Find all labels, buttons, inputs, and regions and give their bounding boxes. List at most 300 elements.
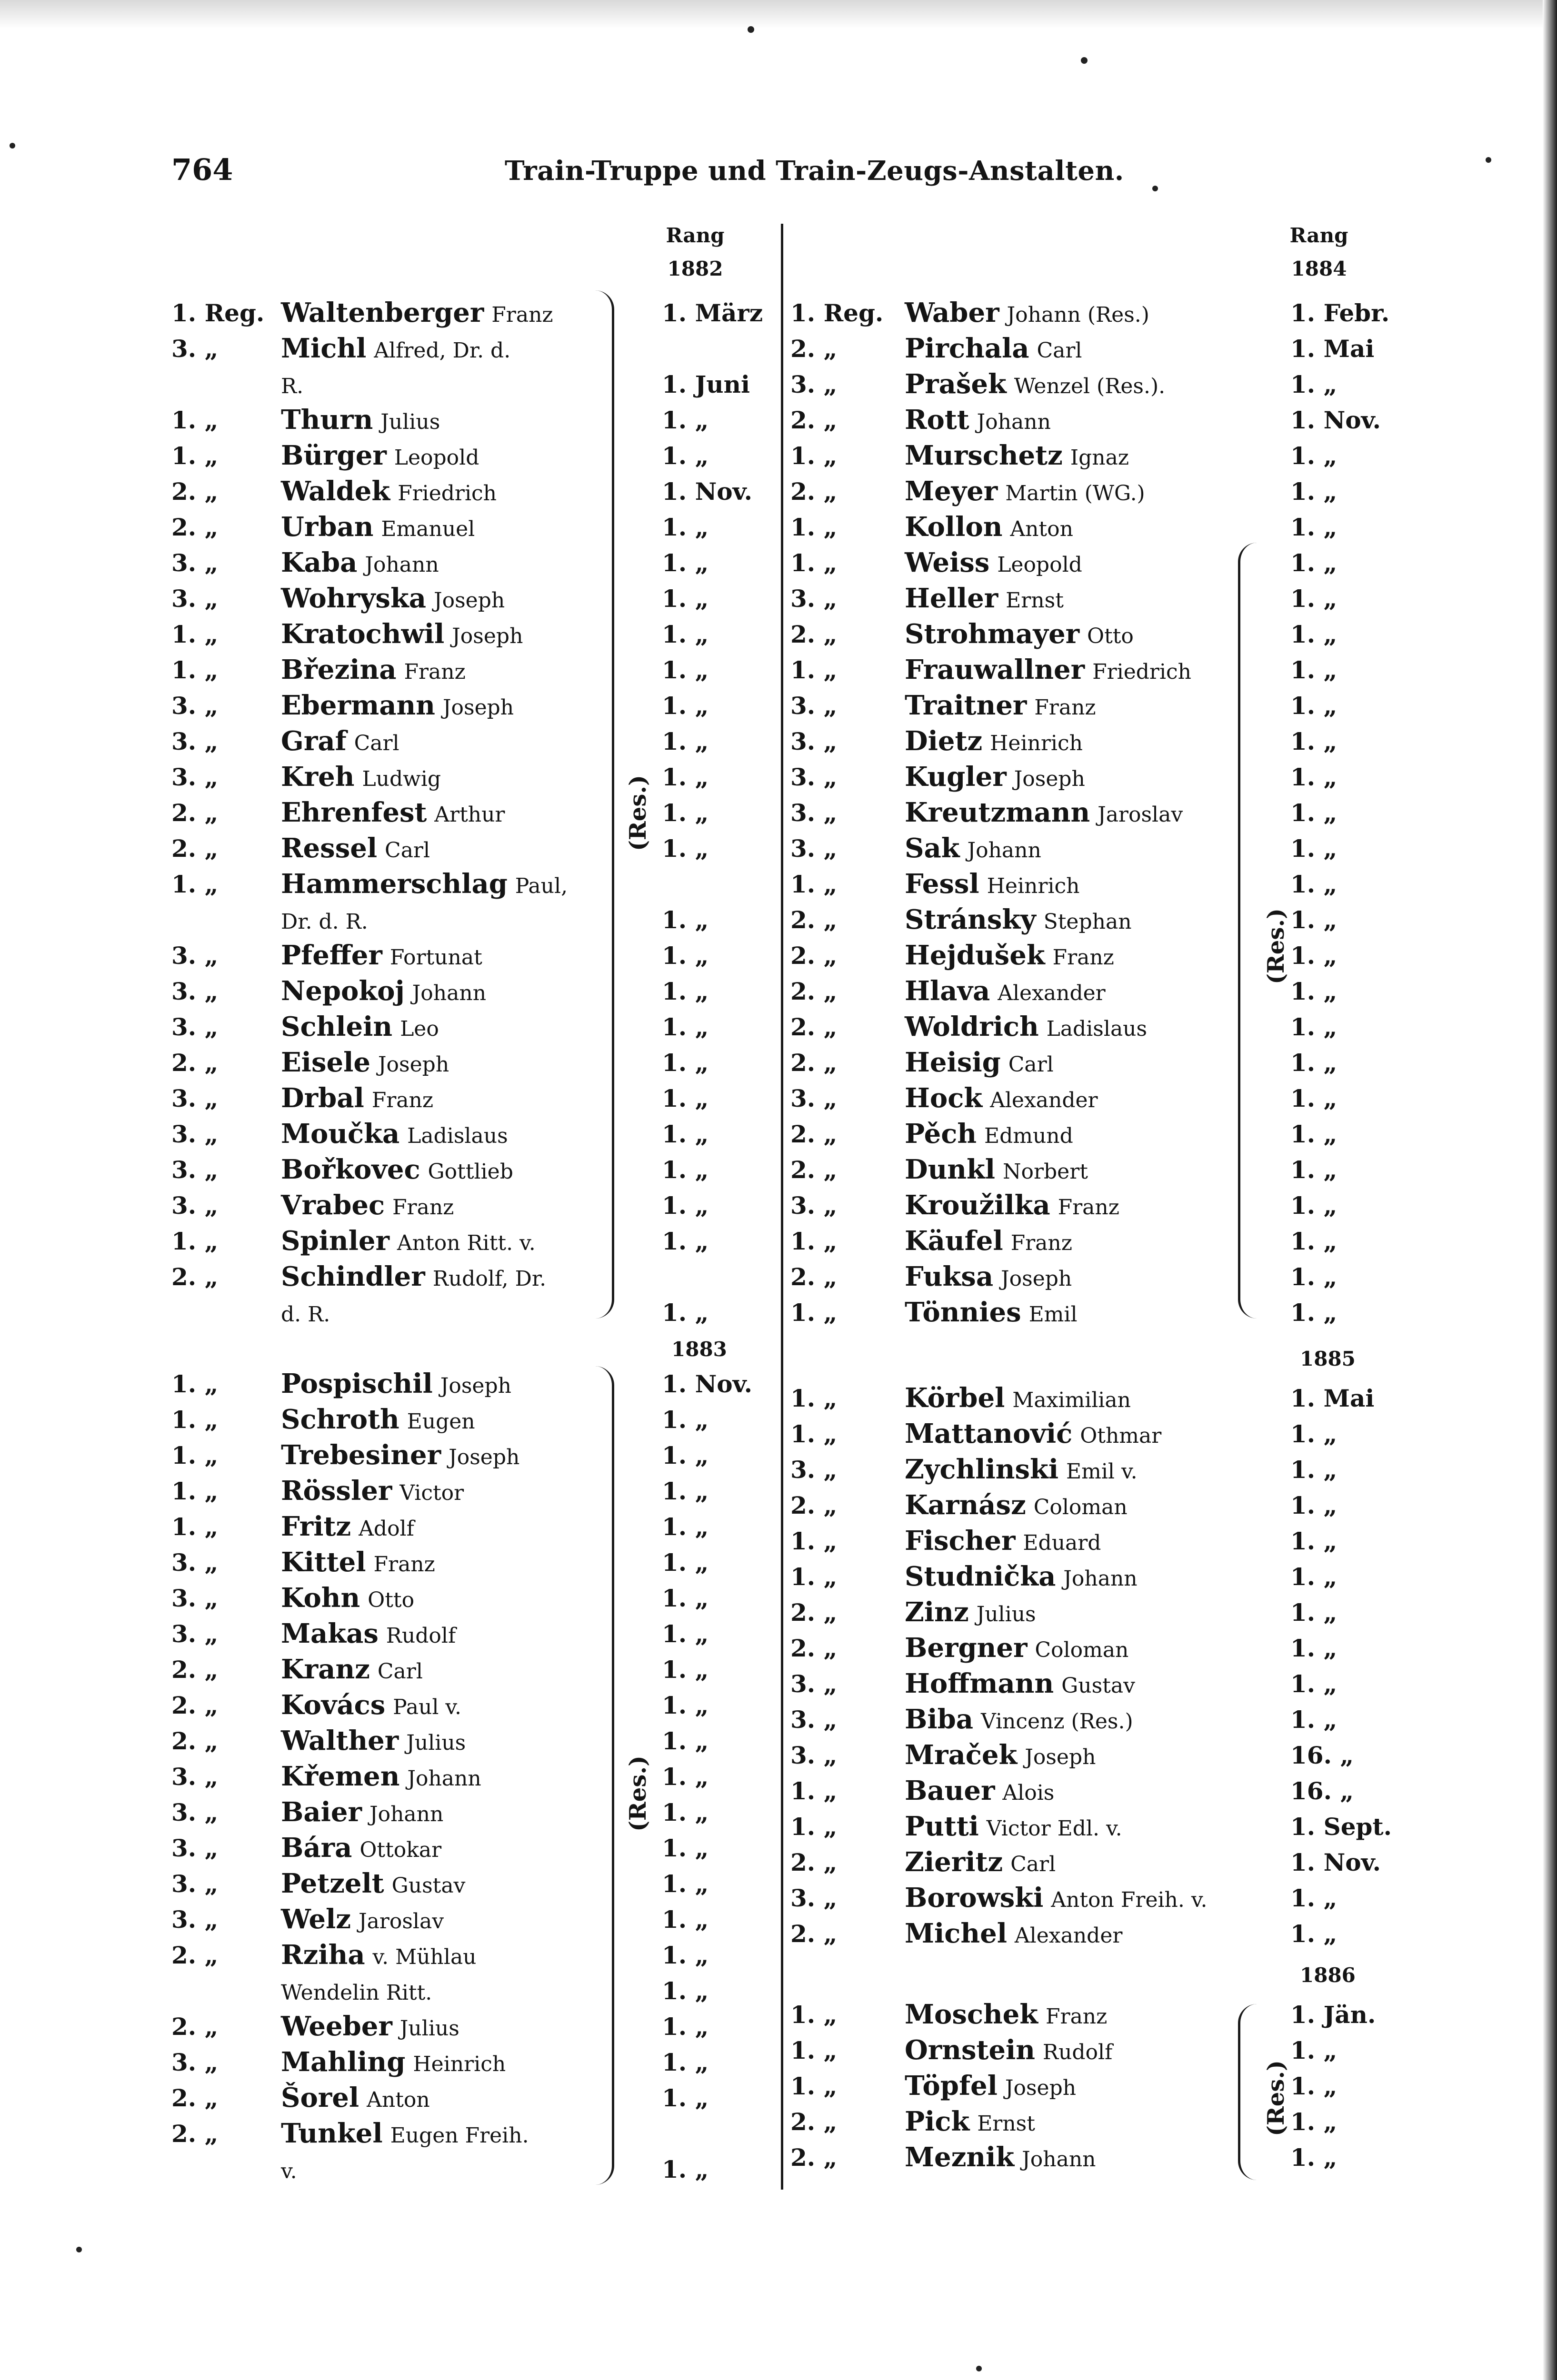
rank-date: 1. Sept. — [1290, 1813, 1392, 1841]
rank-number: 3. „ — [790, 1191, 838, 1220]
rank-date: 1. „ — [662, 1977, 709, 2005]
rank-date: 1. „ — [662, 1013, 709, 1041]
officer-name — [905, 1152, 1088, 1190]
given-name: v. Mühlau — [372, 1945, 477, 1969]
given-name: Paul v. — [393, 1695, 462, 1719]
rank-number: 3. „ — [790, 1084, 838, 1112]
rang-label: Rang — [666, 224, 725, 247]
rank-number: 3. „ — [790, 692, 838, 720]
given-name: Franz — [371, 1088, 434, 1112]
roster-row — [790, 1452, 1400, 1488]
rank-date: 1. „ — [662, 1727, 709, 1755]
rank-number: 2. „ — [790, 906, 838, 934]
given-name: Franz — [1058, 1195, 1119, 1220]
given-name: Johann — [1063, 1567, 1138, 1591]
roster-block — [790, 1997, 1400, 2175]
roster-row — [171, 509, 776, 545]
rank-date: 1. „ — [662, 1406, 709, 1434]
given-name: Paul, — [515, 874, 568, 898]
rank-number: 2. „ — [790, 977, 838, 1005]
rank-number: 2. „ — [171, 1656, 219, 1684]
officer-name — [905, 1188, 1119, 1225]
officer-name — [281, 652, 466, 690]
rank-date: 1. „ — [1290, 1156, 1337, 1184]
given-name: Carl — [354, 731, 399, 755]
given-name: Victor Edl. v. — [986, 1816, 1122, 1841]
given-name: Joseph — [433, 588, 505, 613]
roster-row — [171, 938, 776, 973]
given-name: Franz — [1052, 945, 1114, 970]
officer-name — [905, 831, 1041, 868]
surname: Kaba — [281, 547, 358, 578]
scan-edge-right — [1543, 0, 1557, 2380]
rank-number: 3. „ — [171, 585, 219, 613]
officer-name — [281, 1045, 449, 1082]
roster-row — [171, 1866, 776, 1902]
given-name: Johann (Res.) — [1007, 303, 1149, 327]
rank-number: 2. „ — [171, 477, 219, 506]
given-name: Gustav — [391, 1874, 466, 1898]
rank-number: 2. „ — [171, 799, 219, 827]
officer-name — [281, 509, 475, 547]
rank-number: 1. „ — [790, 1227, 838, 1255]
rank-number: 1. „ — [171, 442, 219, 470]
rank-number: 3. „ — [790, 727, 838, 755]
roster-row — [790, 1152, 1400, 1188]
officer-name — [905, 1559, 1138, 1597]
given-name: Fortunat — [389, 945, 482, 970]
reserve-brace — [593, 290, 614, 1319]
rank-date: 1. „ — [1290, 1299, 1337, 1327]
given-name: Alexander — [1014, 1924, 1123, 1948]
rang-year: 1884 — [1291, 257, 1347, 280]
officer-name — [905, 1295, 1078, 1332]
rank-date: 16. „ — [1290, 1741, 1354, 1769]
given-name: R. — [281, 374, 304, 398]
roster-row — [790, 1595, 1400, 1630]
rank-date: 1. Mai — [1290, 1384, 1375, 1412]
officer-name — [905, 438, 1129, 476]
rank-date: 1. „ — [662, 1798, 709, 1826]
surname: Urban — [281, 511, 374, 543]
rank-number: 3. „ — [790, 1670, 838, 1698]
officer-name — [281, 1188, 454, 1225]
officer-name — [281, 1866, 465, 1904]
running-head: Train-Truppe und Train-Zeugs-Anstalten. — [505, 155, 1124, 187]
roster-row — [171, 1081, 776, 1116]
rank-date: 1. „ — [1290, 2072, 1337, 2100]
roster-row — [171, 581, 776, 616]
surname: Ornstein — [905, 2034, 1036, 2066]
rank-date: 1. „ — [662, 906, 709, 934]
given-name: Rudolf, Dr. — [432, 1267, 547, 1291]
officer-name — [281, 1259, 546, 1297]
given-name: Joseph — [449, 1445, 520, 1469]
rank-date: 1. „ — [1290, 1670, 1337, 1698]
surname: Baier — [281, 1796, 362, 1828]
rank-date: 1. „ — [1290, 1227, 1337, 1255]
officer-name — [905, 1452, 1138, 1489]
roster-row — [171, 1295, 776, 1330]
given-name: Johann — [977, 410, 1051, 434]
surname: Hlava — [905, 975, 990, 1007]
given-name: Otto — [1087, 624, 1134, 648]
officer-name — [905, 474, 1145, 511]
roster-row — [171, 1723, 776, 1759]
rank-number: 2. „ — [790, 1848, 838, 1876]
surname: Kohn — [281, 1582, 360, 1614]
ink-speck — [1081, 57, 1088, 64]
surname: Bořkovec — [281, 1154, 420, 1185]
given-name: Ludwig — [362, 767, 441, 791]
rank-date: 1. „ — [1290, 1263, 1337, 1291]
roster-row — [171, 1045, 776, 1081]
rank-number: 1. „ — [171, 620, 219, 648]
rank-date: 1. „ — [1290, 1191, 1337, 1220]
roster-row — [790, 1523, 1400, 1559]
roster-row — [171, 688, 776, 724]
officer-name — [905, 759, 1085, 797]
surname: Kreutzmann — [905, 797, 1090, 828]
given-name: Franz — [392, 1195, 454, 1220]
surname: Kreh — [281, 761, 355, 793]
rank-date: 1. „ — [662, 2013, 709, 2041]
officer-name — [905, 1630, 1128, 1668]
rank-number: 1. „ — [790, 1384, 838, 1412]
rank-number: 1. „ — [171, 1441, 219, 1469]
rank-number: 1. „ — [790, 1813, 838, 1841]
right-column — [790, 0, 1400, 2380]
rank-number: 1. „ — [790, 2072, 838, 2100]
rank-number: 1. „ — [790, 1563, 838, 1591]
surname: Bára — [281, 1832, 352, 1864]
given-name: Vincenz (Res.) — [980, 1709, 1133, 1734]
rank-date: 1. „ — [1290, 1084, 1337, 1112]
rank-date: 1. „ — [662, 1870, 709, 1898]
rank-date: 1. „ — [662, 442, 709, 470]
roster-row — [171, 1188, 776, 1223]
given-name: Carl — [385, 838, 430, 863]
rank-number: 2. „ — [790, 406, 838, 434]
given-name: Alfred, Dr. d. — [374, 338, 511, 363]
officer-name — [281, 1759, 481, 1796]
rank-number: 3. „ — [171, 942, 219, 970]
given-name: Johann — [407, 1766, 481, 1791]
given-name: Ernst — [977, 2112, 1035, 2136]
roster-row — [790, 973, 1400, 1009]
roster-block — [790, 1380, 1400, 1952]
roster-row — [171, 724, 776, 759]
rank-number: 3. „ — [790, 1884, 838, 1912]
roster-row — [790, 1916, 1400, 1952]
rank-date: 1. „ — [1290, 1706, 1337, 1734]
officer-name — [905, 1416, 1161, 1454]
officer-name — [281, 1652, 423, 1689]
rank-date: 1. „ — [1290, 656, 1337, 684]
surname: Kranz — [281, 1654, 370, 1685]
rank-date: 1. „ — [1290, 2143, 1337, 2172]
given-name: Johann — [369, 1802, 444, 1826]
surname: Petzelt — [281, 1868, 384, 1899]
ink-speck — [76, 2247, 82, 2252]
rank-number: 3. „ — [171, 1763, 219, 1791]
rank-number: 3. „ — [790, 370, 838, 398]
rank-date: 1. „ — [1290, 1120, 1337, 1148]
officer-name — [905, 652, 1191, 690]
rank-number: 1. „ — [790, 656, 838, 684]
officer-name — [905, 545, 1082, 583]
roster-row — [171, 1438, 776, 1473]
given-name: Gottlieb — [428, 1160, 513, 1184]
rank-date: 1. „ — [1290, 513, 1337, 541]
rank-number: 3. „ — [171, 1905, 219, 1934]
given-name: Carl — [377, 1659, 423, 1684]
given-name: Friedrich — [1092, 660, 1192, 684]
roster-block — [790, 1345, 1400, 1373]
roster-row — [790, 438, 1400, 474]
given-name: Joseph — [378, 1052, 449, 1077]
roster-row — [790, 1880, 1400, 1916]
given-name: Franz — [373, 1552, 435, 1577]
roster-row — [171, 367, 776, 402]
rank-date: 1. „ — [662, 763, 709, 791]
rank-date: 1. „ — [1290, 834, 1337, 863]
officer-name — [281, 795, 505, 833]
surname: Ebermann — [281, 690, 435, 721]
rank-number: 3. „ — [171, 1548, 219, 1577]
rank-number: 3. „ — [790, 799, 838, 827]
officer-name — [905, 1702, 1133, 1739]
roster-row — [790, 652, 1400, 688]
surname: Ehrenfest — [281, 797, 427, 828]
rank-number: 2. „ — [790, 942, 838, 970]
rank-date: 1. „ — [1290, 442, 1337, 470]
rank-number: 1. „ — [171, 870, 219, 898]
roster-block — [171, 1335, 776, 1364]
surname: Eisele — [281, 1047, 371, 1078]
surname: Woldrich — [905, 1011, 1039, 1042]
given-name: Jaroslav — [358, 1909, 444, 1934]
rank-number: 3. „ — [171, 977, 219, 1005]
roster-row — [171, 1795, 776, 1830]
officer-name — [905, 295, 1149, 333]
given-name: Joseph — [1005, 2076, 1077, 2100]
surname: Mahling — [281, 2046, 406, 2078]
rank-date: 1. „ — [662, 799, 709, 827]
officer-name — [905, 1116, 1073, 1154]
rank-date: 1. „ — [662, 1941, 709, 1969]
rank-date: 1. „ — [662, 1513, 709, 1541]
surname: Kratochwil — [281, 618, 445, 650]
officer-name — [905, 938, 1114, 975]
officer-name — [281, 973, 486, 1011]
surname: Meznik — [905, 2142, 1015, 2173]
surname: Weeber — [281, 2011, 392, 2042]
surname: Tunkel — [281, 2118, 383, 2149]
officer-name — [281, 1973, 432, 2011]
rank-date: 1. „ — [662, 513, 709, 541]
rank-number: 3. „ — [790, 834, 838, 863]
surname: Křemen — [281, 1761, 400, 1792]
officer-name — [905, 1045, 1054, 1082]
roster-row — [790, 866, 1400, 902]
roster-row — [790, 724, 1400, 759]
officer-name — [281, 331, 510, 368]
rank-number: 1. „ — [790, 549, 838, 577]
surname: Heller — [905, 583, 998, 614]
rank-number: 3. „ — [171, 1584, 219, 1612]
surname: Stránsky — [905, 904, 1036, 935]
roster-block — [171, 295, 776, 1330]
officer-name — [281, 438, 479, 476]
roster-row — [790, 474, 1400, 509]
rank-number: 1. „ — [790, 2001, 838, 2029]
officer-name — [905, 1773, 1054, 1811]
surname: Borowski — [905, 1882, 1044, 1914]
rank-number: 1. „ — [790, 870, 838, 898]
officer-name — [281, 1116, 508, 1154]
rank-number: 1. „ — [171, 1513, 219, 1541]
given-name: Julius — [380, 410, 440, 434]
roster-row — [790, 545, 1400, 581]
rank-number: 1. „ — [171, 1477, 219, 1505]
officer-name — [281, 1795, 443, 1832]
roster-row — [171, 1009, 776, 1045]
roster-row — [790, 295, 1400, 331]
officer-name — [905, 616, 1134, 654]
officer-name — [281, 367, 303, 404]
officer-name — [281, 1223, 536, 1261]
roster-row — [171, 1616, 776, 1652]
rank-date: 1. „ — [662, 1691, 709, 1719]
roster-row — [171, 973, 776, 1009]
rank-date: 1. „ — [662, 656, 709, 684]
officer-name — [905, 1844, 1056, 1882]
given-name: Leopold — [997, 553, 1082, 577]
roster-row — [171, 795, 776, 831]
rank-date: 1. „ — [1290, 763, 1337, 791]
roster-row — [790, 1666, 1400, 1702]
given-name: Ernst — [1006, 588, 1064, 613]
rank-date: 1. „ — [1290, 1013, 1337, 1041]
given-name: Norbert — [1002, 1160, 1088, 1184]
rank-date: 1. „ — [662, 2084, 709, 2112]
surname: Bürger — [281, 440, 387, 471]
roster-row — [171, 1152, 776, 1188]
roster-row — [790, 938, 1400, 973]
officer-name — [905, 1259, 1072, 1297]
rank-date: 1. „ — [662, 1227, 709, 1255]
roster-row — [790, 1737, 1400, 1773]
given-name: Jaroslav — [1098, 803, 1183, 827]
given-name: Coloman — [1035, 1638, 1129, 1662]
roster-row — [790, 1416, 1400, 1452]
rank-number: 2. „ — [790, 620, 838, 648]
surname: Spinler — [281, 1225, 389, 1257]
given-name: Julius — [399, 2016, 459, 2041]
roster-row — [171, 1116, 776, 1152]
rank-number: 2. „ — [790, 1120, 838, 1148]
rank-date: 1. Mai — [1290, 335, 1375, 363]
rank-number: 1. „ — [171, 656, 219, 684]
roster-row — [171, 2116, 776, 2152]
officer-name — [281, 1438, 519, 1475]
rank-number: 3. „ — [790, 1706, 838, 1734]
officer-name — [905, 724, 1083, 761]
surname: Welz — [281, 1904, 351, 1935]
roster-row — [790, 1844, 1400, 1880]
roster-row — [171, 1759, 776, 1795]
surname: Rziha — [281, 1939, 365, 1971]
rang-header — [1271, 219, 1367, 286]
officer-name — [905, 1223, 1072, 1261]
given-name: Franz — [404, 660, 466, 684]
rank-date: 1. „ — [1290, 692, 1337, 720]
surname: Frauwallner — [905, 654, 1085, 685]
officer-name — [281, 1687, 461, 1725]
rank-date: 1. „ — [662, 549, 709, 577]
given-name: Wendelin Ritt. — [281, 1981, 432, 2005]
rank-number: 3. „ — [171, 2048, 219, 2076]
surname: Traitner — [905, 690, 1027, 721]
surname: Waltenberger — [281, 297, 484, 328]
given-name: Joseph — [452, 624, 523, 648]
rank-date: 1. „ — [662, 2048, 709, 2076]
given-name: Johann — [967, 838, 1041, 863]
roster-row — [171, 2009, 776, 2044]
rank-date: 1. „ — [662, 1834, 709, 1862]
rank-number: 1. Reg. — [790, 299, 884, 327]
roster-row — [790, 1630, 1400, 1666]
surname: Schlein — [281, 1011, 393, 1042]
roster-row — [790, 1380, 1400, 1416]
roster-row — [790, 2140, 1400, 2175]
rank-date: 1. „ — [1290, 1598, 1337, 1626]
rank-date: 1. „ — [662, 692, 709, 720]
rank-number: 3. „ — [171, 1798, 219, 1826]
rank-date: 1. Nov. — [662, 477, 753, 506]
surname: Pick — [905, 2106, 970, 2137]
roster-row — [171, 331, 776, 367]
rank-date: 1. „ — [1290, 1527, 1337, 1555]
reserve-label: (Res.) — [624, 775, 651, 851]
surname: Waldek — [281, 476, 390, 507]
rank-date: 1. „ — [1290, 1884, 1337, 1912]
rank-number: 3. „ — [171, 692, 219, 720]
given-name: v. — [281, 2159, 297, 2183]
officer-name — [281, 1402, 475, 1439]
roster-row — [171, 1366, 776, 1402]
rank-date: 1. „ — [1290, 620, 1337, 648]
given-name: Franz — [1034, 695, 1096, 720]
rank-number: 2. „ — [790, 1156, 838, 1184]
surname: Töpfel — [905, 2070, 998, 2102]
surname: Murschetz — [905, 440, 1063, 471]
rank-number: 3. „ — [171, 1156, 219, 1184]
surname: Michl — [281, 333, 367, 364]
given-name: Ignaz — [1070, 446, 1129, 470]
given-name: Friedrich — [398, 481, 497, 506]
roster-row — [790, 581, 1400, 616]
rank-date: 1. „ — [1290, 1563, 1337, 1591]
rank-number: 1. Reg. — [171, 299, 265, 327]
officer-name — [905, 581, 1064, 618]
ink-speck — [1152, 186, 1158, 191]
surname: Makas — [281, 1618, 379, 1649]
rank-date: 1. „ — [662, 1905, 709, 1934]
officer-name — [281, 2152, 297, 2189]
rank-number: 3. „ — [171, 1834, 219, 1862]
